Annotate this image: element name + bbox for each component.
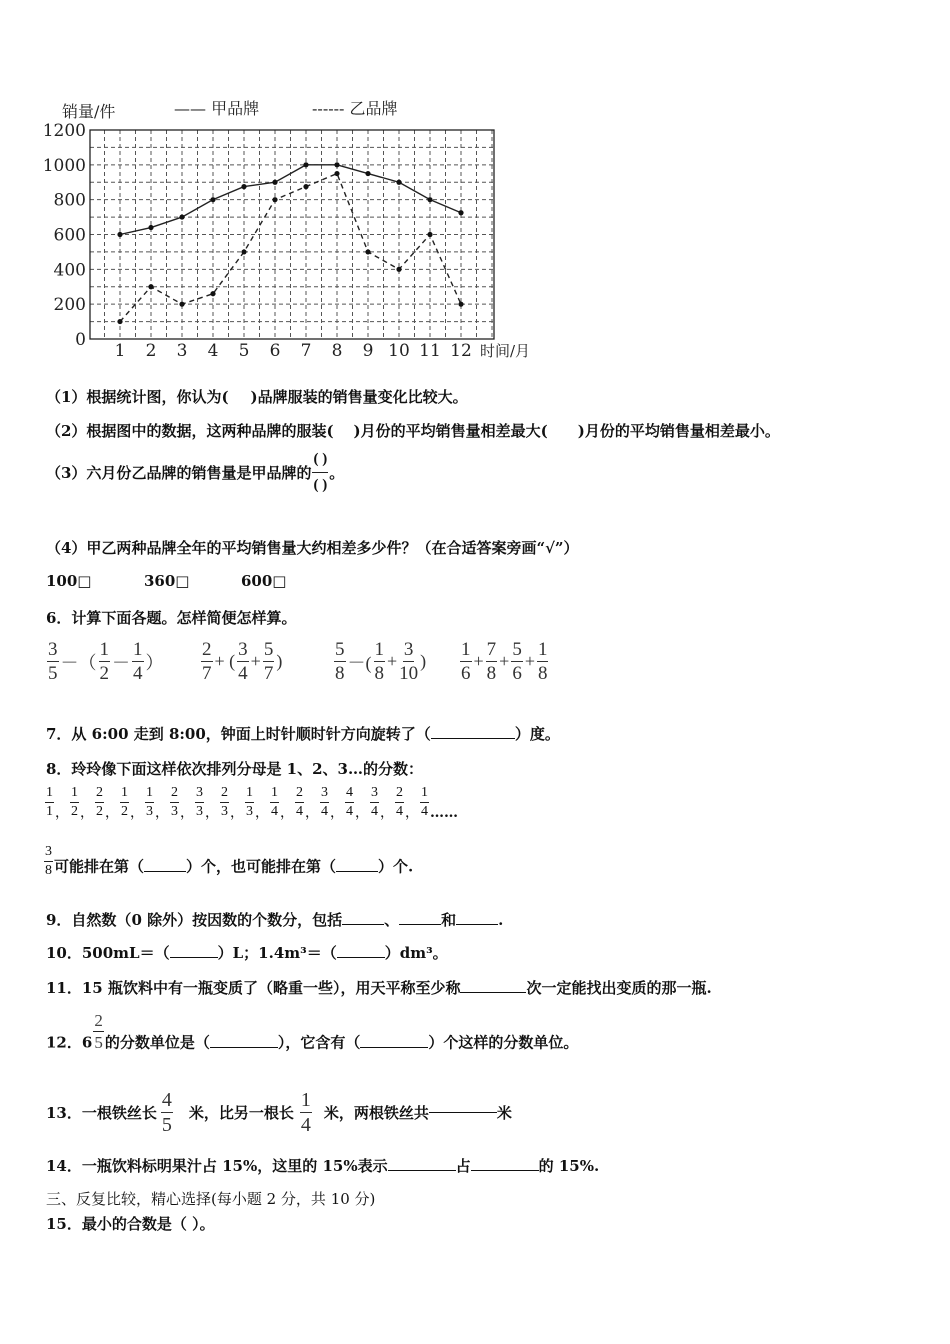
q8-seq-numerator: 1 xyxy=(45,786,54,803)
q8-seq-numerator: 2 xyxy=(95,786,104,803)
q12-blank-2[interactable] xyxy=(360,1047,428,1048)
q14 xyxy=(46,1155,599,1176)
data-point-brand-a xyxy=(117,232,122,237)
q11-text-a: 11．15 瓶饮料中有一瓶变质了（略重一些），用天平称至少称 xyxy=(46,979,461,997)
data-point-brand-b xyxy=(241,249,246,254)
x-tick-label: 2 xyxy=(145,341,157,361)
q9-blank-2[interactable] xyxy=(399,924,441,925)
q8-sequence-fraction xyxy=(395,786,404,819)
q6-e1-op2: － xyxy=(112,652,130,673)
q8-text-b: 可能排在第（ xyxy=(54,857,145,876)
q5-part3-text-a: （3）六月份乙品牌的销售量是甲品牌的 xyxy=(46,464,312,482)
q8-sequence-fraction xyxy=(420,786,429,819)
q6-text: 6．计算下面各题。怎样简便怎样算。 xyxy=(46,609,297,627)
q13-fraction-1 xyxy=(161,1090,173,1135)
q5-part3-fraction xyxy=(312,452,328,493)
q6-e4-op3: + xyxy=(524,651,535,671)
q8-fraction-sequence xyxy=(44,786,458,822)
data-point-brand-a xyxy=(458,210,463,215)
data-point-brand-b xyxy=(427,232,432,237)
q5-part2-text-c: )月份的平均销售量相差最小。 xyxy=(577,422,780,440)
x-tick-label: 10 xyxy=(388,341,410,361)
q8-text-c: ）个，也可能排在第（ xyxy=(186,857,337,876)
q5-part4: （4）甲乙两种品牌全年的平均销售量大约相差多少件？（在合适答案旁画“√”） xyxy=(46,539,579,557)
q9-text-a: 9．自然数（0 除外）按因数的个数分，包括 xyxy=(46,911,343,929)
q12-text-c: ），它含有（ xyxy=(277,1033,361,1052)
x-tick-label: 8 xyxy=(331,341,343,361)
q8-seq-ellipsis: …… xyxy=(430,805,458,821)
q6-e3-frac-c xyxy=(399,640,418,683)
q6-e3-b-denominator: 8 xyxy=(374,663,384,684)
y-axis-title: 销量/件 xyxy=(62,102,116,121)
q6-e4-op2: + xyxy=(499,651,510,671)
y-tick-label: 200 xyxy=(53,295,86,316)
q8-seq-denominator: 4 xyxy=(396,804,403,819)
data-point-brand-a xyxy=(303,162,308,167)
data-point-brand-b xyxy=(148,284,153,289)
q8-seq-denominator: 2 xyxy=(96,804,103,819)
q8-sequence-fraction xyxy=(145,786,154,819)
q6-e4-d-numerator: 1 xyxy=(537,639,548,660)
data-point-brand-a xyxy=(148,225,153,230)
q9-text-b: 、 xyxy=(384,911,400,929)
q7-text-b: ）度。 xyxy=(514,725,560,743)
q8-seq-denominator: 1 xyxy=(46,804,53,819)
q5-part3-text-b: 。 xyxy=(329,464,345,482)
q5-part1-text-a: （1）根据统计图，你认为( xyxy=(46,388,229,406)
x-tick-label: 4 xyxy=(207,341,219,361)
q8-sequence-fraction xyxy=(270,786,279,819)
q8-seq-denominator: 4 xyxy=(371,804,378,819)
q9-blank-3[interactable] xyxy=(456,924,498,925)
q6-e1-op1: －（ xyxy=(60,652,97,673)
q14-text-a: 14．一瓶饮料标明果汁占 15%，这里的 15%表示 xyxy=(46,1157,388,1175)
legend-entry-brand-b: ------ 乙品牌 xyxy=(312,99,398,118)
q6-e3-a-numerator: 5 xyxy=(335,639,345,660)
q8-seq-separator: ， xyxy=(255,805,269,821)
q5-part2-text-b: )月份的平均销售量相差最大( xyxy=(353,422,548,440)
q10-text-b: ）L；1.4m³＝（ xyxy=(217,944,337,962)
q8-sequence-fraction xyxy=(195,786,204,819)
q8-blank-2[interactable] xyxy=(336,871,378,872)
q8-seq-numerator: 3 xyxy=(320,786,329,803)
q5-part1-text-b: )品牌服装的销售量变化比较大。 xyxy=(250,388,468,406)
q6-e3-op2: + xyxy=(387,651,398,671)
legend-entry-brand-a: —— 甲品牌 xyxy=(174,99,260,118)
q8-sequence-fraction xyxy=(70,786,79,819)
y-tick-label: 1000 xyxy=(42,155,86,176)
q8-sequence-fraction xyxy=(95,786,104,819)
data-point-brand-a xyxy=(179,214,184,219)
data-point-brand-a xyxy=(272,180,277,185)
q11-blank[interactable] xyxy=(460,992,526,993)
q6-e1-a-numerator: 3 xyxy=(48,639,58,660)
q8-seq-numerator: 4 xyxy=(345,786,354,803)
q6-e4-op1: + xyxy=(473,651,484,671)
data-point-brand-b xyxy=(272,197,277,202)
q12-text-a: 12．6 xyxy=(46,1033,93,1052)
q6-e4-frac-d xyxy=(537,640,549,683)
q6-e1-frac-c xyxy=(132,640,144,683)
q9-text-c: 和 xyxy=(441,911,457,929)
x-tick-label: 7 xyxy=(300,341,312,361)
q8-seq-separator: ， xyxy=(355,805,369,821)
q11-text-b: 次一定能找出变质的那一瓶. xyxy=(526,979,712,997)
q10-blank-2[interactable] xyxy=(337,957,385,958)
q10-blank-1[interactable] xyxy=(170,957,218,958)
q8-sequence-fraction xyxy=(45,786,54,819)
q8-seq-separator: ， xyxy=(405,805,419,821)
x-tick-label: 5 xyxy=(238,341,250,361)
q8-seq-denominator: 4 xyxy=(271,804,278,819)
q8-seq-numerator: 1 xyxy=(420,786,429,803)
data-point-brand-b xyxy=(303,184,308,189)
q9-blank-1[interactable] xyxy=(342,924,384,925)
q8-seq-numerator: 3 xyxy=(370,786,379,803)
q8-seq-separator: ， xyxy=(80,805,94,821)
q13-blank[interactable] xyxy=(429,1112,497,1113)
q8-text-d: ）个. xyxy=(378,857,414,876)
q6-e1-b-denominator: 2 xyxy=(99,663,109,684)
q13-fraction-2 xyxy=(300,1090,312,1135)
q8-seq-numerator: 3 xyxy=(195,786,204,803)
q6-expression-1 xyxy=(46,640,165,683)
q10-text-a: 10．500mL＝（ xyxy=(46,944,170,962)
q5-part1 xyxy=(46,386,468,407)
q6-e3-c-denominator: 10 xyxy=(399,663,419,684)
q6-e4-a-denominator: 6 xyxy=(461,663,471,684)
q12-text-d: ）个这样的分数单位。 xyxy=(428,1033,579,1052)
q8-seq-numerator: 2 xyxy=(295,786,304,803)
q5-option-100[interactable]: 100□ xyxy=(46,572,92,590)
x-tick-label: 9 xyxy=(362,341,374,361)
q5-part3-numerator: ( ) xyxy=(312,452,328,473)
q6-e2-frac-a xyxy=(201,640,213,683)
q6-e1-frac-b xyxy=(99,640,111,683)
data-point-brand-b xyxy=(117,319,122,324)
q6-e3-frac-b xyxy=(374,640,386,683)
q8-seq-separator: ， xyxy=(105,805,119,821)
q8-seq-numerator: 1 xyxy=(120,786,129,803)
q8-target-numerator: 3 xyxy=(44,845,53,862)
q6-e4-d-denominator: 8 xyxy=(537,663,548,684)
x-tick-label: 1 xyxy=(114,341,126,361)
q6-e3-a-denominator: 8 xyxy=(335,663,345,684)
q6-e4-frac-b xyxy=(486,640,498,683)
q8-sequence-fraction xyxy=(120,786,129,819)
q7-text-a: 7．从 6:00 走到 8:00，钟面上时针顺时针方向旋转了（ xyxy=(46,725,431,743)
q6-e1-c-numerator: 1 xyxy=(133,639,143,660)
q8-seq-separator: ， xyxy=(305,805,319,821)
q9-text-d: . xyxy=(498,911,504,929)
q8-seq-numerator: 2 xyxy=(395,786,404,803)
q8-seq-denominator: 2 xyxy=(71,804,78,819)
sales-line-chart xyxy=(0,0,560,370)
data-point-brand-a xyxy=(241,184,246,189)
q8-seq-denominator: 3 xyxy=(171,804,178,819)
q13-text-b: 米，比另一根长 xyxy=(188,1104,294,1122)
q6-e2-frac-b xyxy=(237,640,249,683)
q5-option-600[interactable]: 600□ xyxy=(241,572,287,590)
y-tick-label: 400 xyxy=(53,260,86,281)
q8-sequence-fraction xyxy=(345,786,354,819)
q6-e2-a-denominator: 7 xyxy=(202,663,212,684)
q8-seq-separator: ， xyxy=(55,805,69,821)
q8-seq-separator: ， xyxy=(205,805,219,821)
data-point-brand-a xyxy=(427,197,432,202)
q6-e4-a-numerator: 1 xyxy=(461,639,471,660)
q6-e1-b-numerator: 1 xyxy=(99,639,109,660)
data-point-brand-b xyxy=(458,302,463,307)
q13-frac2-numerator: 1 xyxy=(300,1089,311,1111)
data-point-brand-b xyxy=(396,267,401,272)
q8-seq-denominator: 2 xyxy=(121,804,128,819)
section-3-heading: 三、反复比较，精心选择(每小题 2 分，共 10 分) xyxy=(46,1190,376,1208)
q6-e2-c-denominator: 7 xyxy=(263,663,274,684)
q6-e4-c-denominator: 6 xyxy=(512,663,522,684)
y-tick-label: 600 xyxy=(53,225,86,246)
q5-part2 xyxy=(46,420,780,441)
q8-seq-denominator: 3 xyxy=(246,804,253,819)
q8-seq-numerator: 1 xyxy=(245,786,254,803)
q7 xyxy=(46,723,560,744)
q6-e2-b-numerator: 3 xyxy=(238,639,248,660)
q13 xyxy=(46,1090,512,1135)
q8-seq-separator: ， xyxy=(180,805,194,821)
q8-seq-denominator: 4 xyxy=(296,804,303,819)
q6-e3-b-numerator: 1 xyxy=(374,639,384,660)
q8-seq-denominator: 3 xyxy=(146,804,153,819)
y-tick-label: 1200 xyxy=(42,121,86,141)
q6-e2-op2: + xyxy=(250,651,261,671)
q8-seq-separator: ， xyxy=(330,805,344,821)
q15: 15．最小的合数是（ ）。 xyxy=(46,1215,215,1233)
q8-seq-denominator: 3 xyxy=(196,804,203,819)
q13-text-c: 米，两根铁丝共 xyxy=(323,1104,429,1122)
q8-seq-numerator: 1 xyxy=(270,786,279,803)
q12 xyxy=(46,1012,578,1053)
q8-question xyxy=(44,845,413,878)
q6-e1-a-denominator: 5 xyxy=(48,663,58,684)
q13-frac1-denominator: 5 xyxy=(161,1114,172,1136)
x-axis-title: 时间/月 xyxy=(480,342,531,360)
q8-sequence-fraction xyxy=(220,786,229,819)
q8-blank-1[interactable] xyxy=(144,871,186,872)
q8-target-denominator: 8 xyxy=(45,863,52,878)
q6-e3-op1: －( xyxy=(347,652,372,673)
data-point-brand-b xyxy=(179,302,184,307)
q8-seq-numerator: 2 xyxy=(220,786,229,803)
q13-frac1-numerator: 4 xyxy=(161,1089,172,1111)
q6-e2-b-denominator: 4 xyxy=(238,663,248,684)
q14-blank-1[interactable] xyxy=(388,1170,456,1171)
q12-numerator: 2 xyxy=(94,1011,103,1030)
q6-e3-frac-a xyxy=(334,640,346,683)
y-tick-label: 0 xyxy=(75,330,86,350)
data-point-brand-b xyxy=(334,171,339,176)
q12-text-b: 的分数单位是（ xyxy=(104,1033,210,1052)
data-point-brand-a xyxy=(396,180,401,185)
q6-expression-2 xyxy=(200,640,283,683)
data-point-brand-a xyxy=(365,171,370,176)
q6-e1-op3: ） xyxy=(145,652,164,673)
q5-part3 xyxy=(46,452,344,493)
q5-part3-denominator: ( ) xyxy=(313,477,328,493)
q6-e2-op3: ) xyxy=(276,651,283,671)
q13-frac2-denominator: 4 xyxy=(300,1114,311,1136)
q12-blank-1[interactable] xyxy=(210,1047,278,1048)
q6-e3-op3: ) xyxy=(420,651,427,671)
q12-fraction xyxy=(93,1012,104,1051)
q8-seq-denominator: 4 xyxy=(346,804,353,819)
q6-e4-frac-a xyxy=(460,640,472,683)
y-tick-label: 800 xyxy=(53,190,86,211)
q8-sequence-fraction xyxy=(370,786,379,819)
q8-seq-separator: ， xyxy=(130,805,144,821)
x-tick-label: 6 xyxy=(269,341,281,361)
q6-title xyxy=(46,607,296,628)
q6-e2-frac-c xyxy=(263,640,275,683)
q8-sequence-fraction xyxy=(295,786,304,819)
x-tick-label: 3 xyxy=(176,341,188,361)
data-point-brand-b xyxy=(365,249,370,254)
q8-seq-denominator: 4 xyxy=(321,804,328,819)
q6-expression-4 xyxy=(459,640,549,683)
q11 xyxy=(46,977,712,998)
q6-e3-c-numerator: 3 xyxy=(403,639,414,660)
q6-e4-b-denominator: 8 xyxy=(486,663,497,684)
data-point-brand-b xyxy=(210,291,215,296)
chart-grid xyxy=(90,130,494,339)
q6-e2-c-numerator: 5 xyxy=(263,639,274,660)
q12-denominator: 5 xyxy=(94,1033,103,1052)
q6-e2-op1: + ( xyxy=(214,651,236,671)
data-point-brand-a xyxy=(210,197,215,202)
q8-seq-numerator: 2 xyxy=(170,786,179,803)
x-tick-label: 12 xyxy=(450,341,472,361)
q6-e2-a-numerator: 2 xyxy=(202,639,212,660)
q7-answer-blank[interactable] xyxy=(431,738,515,739)
q13-text-d: 米 xyxy=(496,1104,512,1122)
q14-text-c: 的 15%. xyxy=(538,1157,600,1175)
q14-blank-2[interactable] xyxy=(471,1170,539,1171)
q5-part2-text-a: （2）根据图中的数据，这两种品牌的服装( xyxy=(46,422,334,440)
x-tick-label: 11 xyxy=(419,341,441,361)
q6-e4-frac-c xyxy=(511,640,523,683)
q6-e4-b-numerator: 7 xyxy=(486,639,497,660)
q6-e4-c-numerator: 5 xyxy=(512,639,522,660)
q13-text-a: 13．一根铁丝长 xyxy=(46,1104,157,1122)
q10-text-c: ）dm³。 xyxy=(384,944,448,962)
data-point-brand-a xyxy=(334,162,339,167)
q10 xyxy=(46,942,448,963)
q8-sequence-fraction xyxy=(245,786,254,819)
q9 xyxy=(46,909,503,930)
q8-seq-separator: ， xyxy=(280,805,294,821)
q8-seq-numerator: 1 xyxy=(145,786,154,803)
q8-sequence-fraction xyxy=(170,786,179,819)
q5-option-360[interactable]: 360□ xyxy=(144,572,190,590)
q6-expression-3 xyxy=(333,640,427,683)
q8-sequence-fraction xyxy=(320,786,329,819)
q8-seq-separator: ， xyxy=(380,805,394,821)
q8-intro: 8．玲玲像下面这样依次排列分母是 1、2、3…的分数： xyxy=(46,760,423,778)
q6-e1-c-denominator: 4 xyxy=(133,663,143,684)
q8-seq-separator: ， xyxy=(155,805,169,821)
q14-text-b: 占 xyxy=(455,1157,471,1175)
q8-seq-numerator: 1 xyxy=(70,786,79,803)
q8-seq-denominator: 3 xyxy=(221,804,228,819)
q8-seq-separator: ， xyxy=(230,805,244,821)
q8-seq-denominator: 4 xyxy=(421,804,428,819)
q8-target-fraction xyxy=(44,845,53,878)
q6-e1-frac-a xyxy=(47,640,59,683)
